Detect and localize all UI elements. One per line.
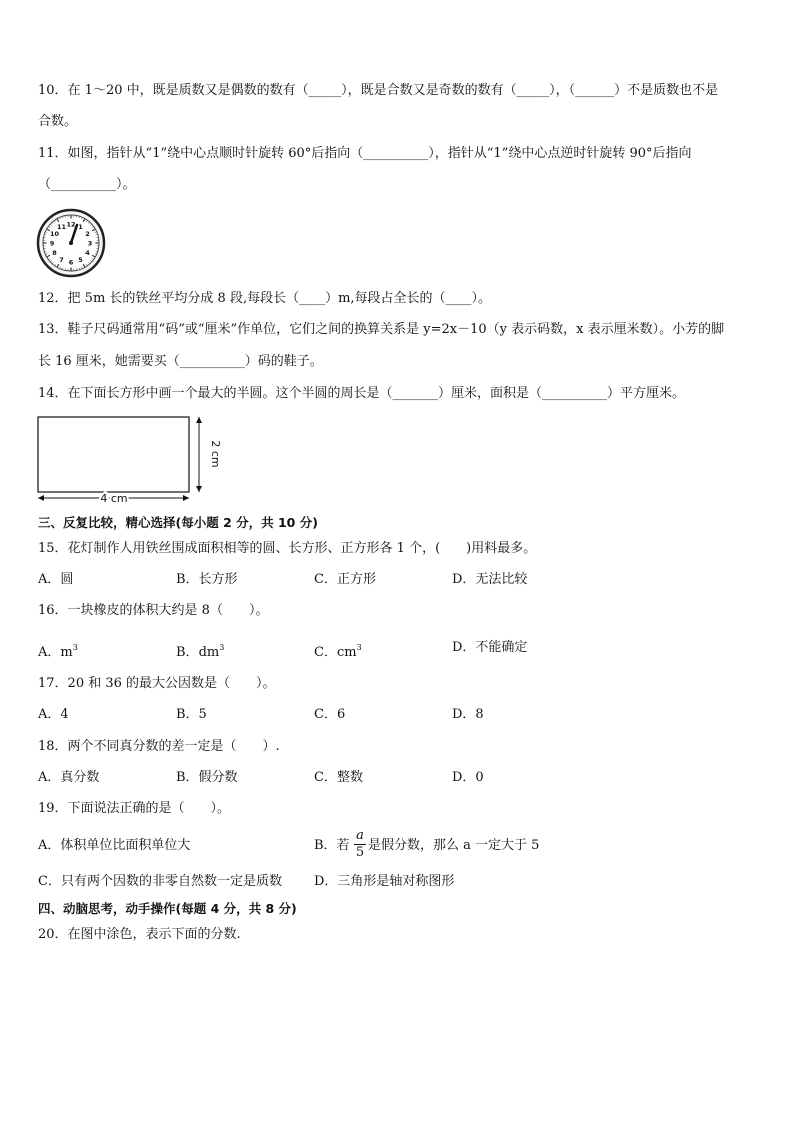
q17-option-d: D．8 bbox=[452, 707, 484, 722]
q11-line2: （__________）。 bbox=[38, 177, 136, 192]
q16-option-b bbox=[176, 639, 224, 662]
clock-number: 5 bbox=[78, 255, 83, 264]
clock-number: 10 bbox=[50, 230, 60, 238]
q19-fraction bbox=[354, 829, 366, 860]
q15-option-d: D．无法比较 bbox=[452, 572, 528, 587]
q18-option-b: B．假分数 bbox=[176, 770, 238, 785]
q13-line1: 13．鞋子尺码通常用“码”或“厘米”作单位，它们之间的换算关系是 y=2x－10（y 表示码数，x 表示厘米数）。小芳的脚 bbox=[38, 322, 725, 337]
q17-stem: 17．20 和 36 的最大公因数是（ ）。 bbox=[38, 676, 276, 691]
q19-option-c: C．只有两个因数的非零自然数一定是质数 bbox=[38, 874, 282, 889]
q16-option-d: D．不能确定 bbox=[452, 640, 528, 655]
q20: 20．在图中涂色，表示下面的分数. bbox=[38, 927, 241, 942]
clock-number: 8 bbox=[52, 249, 57, 257]
clock-number: 4 bbox=[85, 249, 90, 257]
clock-number: 7 bbox=[59, 255, 64, 264]
clock-number: 9 bbox=[49, 239, 55, 248]
clock-number: 11 bbox=[56, 223, 67, 232]
clock-number: 6 bbox=[68, 258, 74, 267]
clock-number: 3 bbox=[87, 239, 93, 248]
q18-option-d: D．0 bbox=[452, 770, 484, 785]
q15-option-b: B．长方形 bbox=[176, 572, 238, 587]
q19-fraction-numerator: a bbox=[356, 828, 364, 843]
q16-stem: 16．一块橡皮的体积大约是 8（ ）。 bbox=[38, 603, 269, 618]
q12: 12．把 5m 长的铁丝平均分成 8 段,每段长（____）m,每段占全长的（____）。 bbox=[38, 291, 492, 306]
clock-number: 1 bbox=[78, 223, 83, 232]
q19-fraction-denominator: 5 bbox=[355, 845, 365, 860]
q16-option-c bbox=[314, 639, 362, 662]
clock-center bbox=[69, 241, 73, 245]
width-arrow-head-left bbox=[38, 495, 44, 501]
q10-line2: 合数。 bbox=[38, 114, 78, 129]
q19-stem: 19．下面说法正确的是（ ）。 bbox=[38, 801, 231, 816]
q19-option-b-suffix: 是假分数，那么 a 一定大于 5 bbox=[368, 838, 540, 853]
q16-option-c-unit: cm bbox=[336, 645, 357, 660]
clock-figure bbox=[36, 208, 106, 278]
q18-stem: 18．两个不同真分数的差一定是（ ）. bbox=[38, 739, 280, 754]
q17-option-a: A．4 bbox=[38, 707, 69, 722]
q13-line2: 长 16 厘米，她需要买（__________）码的鞋子。 bbox=[38, 354, 323, 369]
q16-option-c-exp: 3 bbox=[356, 643, 362, 652]
q16-option-c-letter: C． bbox=[314, 645, 337, 660]
height-label: 2 cm bbox=[209, 440, 222, 468]
q16-option-b-exp: 3 bbox=[219, 643, 225, 652]
section4-heading: 四、动脑思考，动手操作(每题 4 分，共 8 分) bbox=[38, 901, 297, 916]
q11-line1: 11．如图，指针从“1”绕中心点顺时针旋转 60°后指向（__________），指针从“1”绕中心点逆时针旋转 90°后指向 bbox=[38, 146, 692, 161]
height-arrow-head-top bbox=[196, 417, 202, 423]
q18-option-a: A．真分数 bbox=[38, 770, 100, 785]
width-label: 4 cm bbox=[100, 492, 128, 505]
q16-option-b-letter: B． bbox=[176, 645, 199, 660]
q16-option-b-unit: dm bbox=[198, 645, 220, 660]
q16-option-a bbox=[38, 639, 78, 662]
q18-option-c: C．整数 bbox=[314, 770, 363, 785]
q19-option-b-prefix: B．若 bbox=[314, 838, 350, 853]
q16-option-a-letter: A． bbox=[38, 645, 61, 660]
q16-option-a-exp: 3 bbox=[72, 643, 78, 652]
q14: 14．在下面长方形中画一个最大的半圆。这个半圆的周长是（_______）厘米，面积是（__________）平方厘米。 bbox=[38, 386, 686, 401]
section3-heading: 三、反复比较，精心选择(每小题 2 分，共 10 分) bbox=[38, 515, 318, 530]
q15-option-c: C．正方形 bbox=[314, 572, 376, 587]
q15-stem: 15．花灯制作人用铁丝围成面积相等的圆、长方形、正方形各 1 个，( )用料最多。 bbox=[38, 541, 537, 556]
clock-number: 2 bbox=[85, 230, 90, 238]
rectangle-figure bbox=[30, 410, 220, 510]
q17-option-c: C．6 bbox=[314, 707, 346, 722]
q19-option-a: A．体积单位比面积单位大 bbox=[38, 838, 191, 853]
q19-option-d: D．三角形是轴对称图形 bbox=[314, 874, 455, 889]
width-arrow-head-right bbox=[183, 495, 189, 501]
q10-line1: 10．在 1～20 中，既是质数又是偶数的数有（_____），既是合数又是奇数的数有（_____），（______）不是质数也不是 bbox=[38, 83, 719, 98]
q17-option-b: B．5 bbox=[176, 707, 207, 722]
rectangle bbox=[38, 417, 189, 492]
height-arrow-head-bottom bbox=[196, 486, 202, 492]
q16-option-a-unit: m bbox=[60, 645, 73, 660]
clock-number: 12 bbox=[66, 220, 76, 229]
q15-option-a: A．圆 bbox=[38, 572, 74, 587]
